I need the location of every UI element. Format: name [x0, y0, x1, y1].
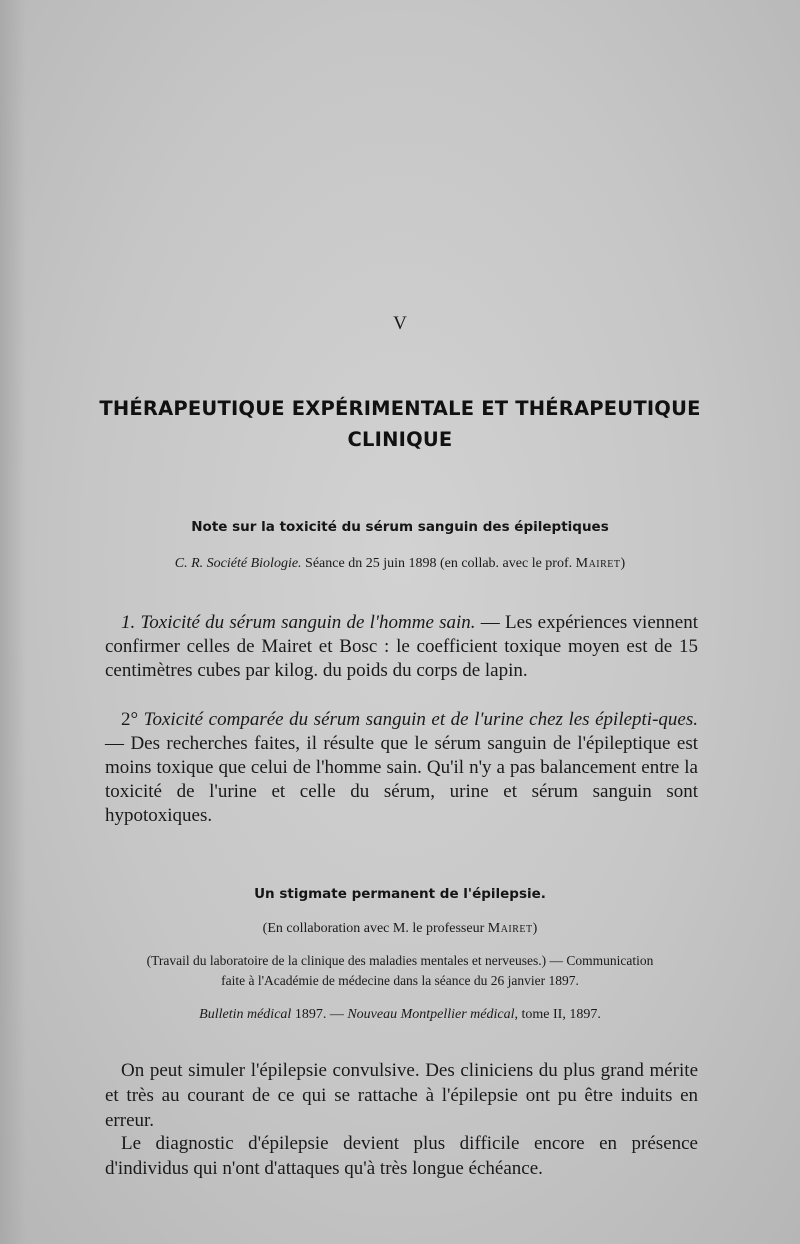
article1-reference: [0, 556, 800, 572]
section-number: V: [393, 313, 407, 334]
article2-bulletin-journal-1: Bulletin médical: [199, 1007, 292, 1022]
article2-bulletin-rest: , tome II, 1897.: [514, 1007, 601, 1022]
article2-heading: Un stigmate permanent de l'épilepsie.: [254, 886, 546, 902]
page-gutter-shadow: [0, 0, 26, 1244]
article2-collab-name: Mairet: [487, 921, 533, 936]
article2-paragraph-1: On peut simuler l'épilepsie convulsive. Des cliniciens du plus grand mérite et très au courant de ce qui se rattache à l'épilepsie ont pu être induits en erreur.: [105, 1060, 698, 1131]
article1-reference-author: Mairet: [575, 556, 621, 571]
article1-p2-lead-cont: ques.: [658, 709, 698, 730]
article1-reference-close: ): [620, 556, 626, 571]
article1-p2-lead: Toxicité comparée du sérum sanguin et de l'urine chez les épilepti-: [143, 709, 659, 730]
article2-paragraph-2: Le diagnostic d'épilepsie devient plus difficile encore en présence d'individus qui n'ont d'attaques qu'à très longue échéance.: [105, 1133, 698, 1179]
article2-bulletin: [0, 1007, 800, 1023]
article2-laboratory-note: [60, 951, 740, 991]
article2-collab-suffix: ): [532, 921, 538, 936]
article1-heading: Note sur la toxicité du sérum sanguin des épileptiques: [191, 519, 609, 535]
article1-paragraph-2: [105, 708, 698, 828]
article1-journal: C. R. Société Biologie.: [174, 556, 302, 571]
main-title: [60, 393, 740, 455]
article1-p1-lead: 1. Toxicité du sérum sanguin de l'homme sain.: [121, 612, 476, 633]
article2-collaboration: [0, 921, 800, 937]
article1-reference-text: Séance dn 25 juin 1898 (en collab. avec le prof.: [301, 556, 576, 571]
article1-p2-body: — Des recherches faites, il résulte que le sérum sanguin de l'épileptique est moins toxique que celui de l'homme sain. Qu'il n'y a pas balancement entre la toxicité de l'urine et celle du sérum, urine et sérum sanguin sont hypotoxiques.: [105, 733, 698, 826]
article2-lab-line-1: (Travail du laboratoire de la clinique des maladies mentales et nerveuses.) — Communication: [146, 953, 654, 968]
article2-bulletin-journal-2: Nouveau Montpellier médical: [347, 1007, 515, 1022]
main-title-line-2: CLINIQUE: [347, 428, 453, 451]
article2-collab-prefix: (En collaboration avec M. le professeur: [262, 921, 488, 936]
article1-paragraph-1: [105, 611, 698, 683]
article1-p1-body: — Les expériences viennent confirmer celles de Mairet et Bosc : le coefficient toxique moyen est de 15 centimètres cubes par kilog. du poids du corps de lapin.: [105, 612, 698, 681]
article1-p2-number: 2°: [121, 709, 144, 730]
article2-bulletin-year: 1897. —: [291, 1007, 348, 1022]
article2-lab-line-2: faite à l'Académie de médecine dans la séance du 26 janvier 1897.: [221, 973, 579, 988]
main-title-line-1: THÉRAPEUTIQUE EXPÉRIMENTALE ET THÉRAPEUTIQUE: [99, 397, 701, 420]
